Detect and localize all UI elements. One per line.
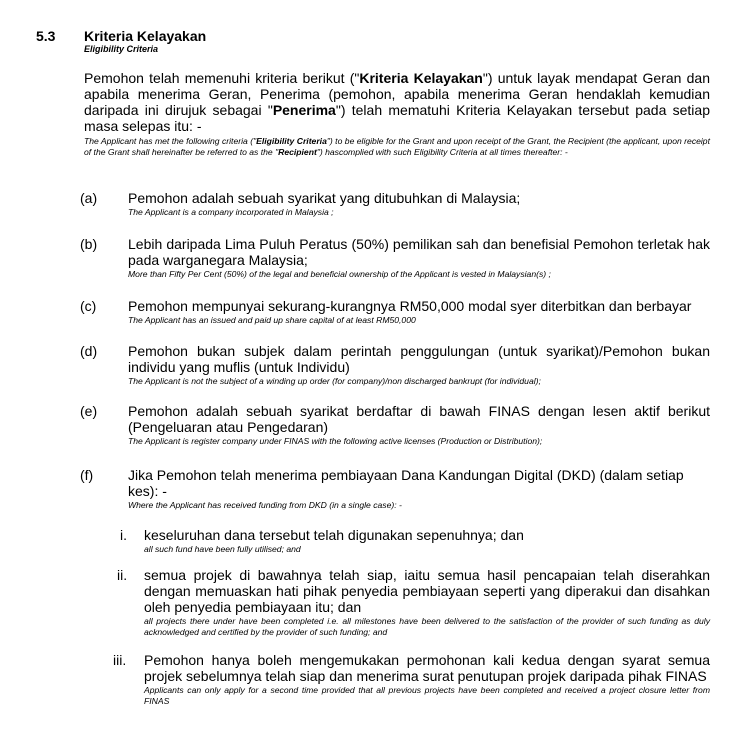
- section-title: Kriteria Kelayakan: [84, 28, 207, 44]
- subitem-malay-text: semua projek di bawahnya telah siap, iaitu semua hasil pencapaian telah diserahkan dengan memuaskan hati pihak penyedia pembiayaan seperti yang diperakui dan disahkan oleh penyedia pembiayaan itu; dan: [144, 567, 710, 615]
- intro-ms-part3: ") telah mematuhi Kriteria Kelayakan tersebut pada setiap masa selepas itu: -: [84, 102, 710, 134]
- item-malay-text: Pemohon bukan subjek dalam perintah penggulungan (untuk syarikat)/Pemohon bukan individu yang muflis (untuk Individu): [128, 343, 710, 375]
- intro-ms-term-recipient: Penerima: [272, 102, 336, 118]
- item-malay-text: Pemohon adalah sebuah syarikat berdaftar di bawah FINAS dengan lesen aktif berikut (Pengeluaran atau Pengedaran): [128, 403, 710, 435]
- intro-en-term-criteria: Eligibility Criteria: [256, 136, 327, 146]
- subitem-label: ii.: [117, 567, 128, 583]
- intro-en-part1: The Applicant has met the following criteria (": [84, 136, 257, 146]
- item-english-text: The Applicant is register company under FINAS with the following active licenses (Production or Distribution);: [128, 436, 543, 446]
- criteria-subitem-iii: [100, 652, 710, 707]
- subitem-english-text: all projects there under have been completed i.e. all milestones have been delivered to the satisfaction of the provider of such funding as duly acknowledged and certified by the provider of such funding; and: [144, 616, 710, 637]
- subitem-english-text: Applicants can only apply for a second time provided that all previous projects have been completed and received a project closure letter from FINAS: [144, 685, 710, 706]
- item-english-text: The Applicant has an issued and paid up share capital of at least RM50,000: [128, 315, 416, 325]
- intro-ms-part1: Pemohon telah memenuhi kriteria berikut (": [84, 70, 360, 86]
- item-malay-text: Pemohon mempunyai sekurang-kurangnya RM50,000 modal syer diterbitkan dan berbayar: [128, 298, 692, 314]
- criteria-item-c: [80, 298, 710, 326]
- criteria-item-b: [80, 236, 710, 280]
- criteria-item-e: [80, 403, 710, 447]
- item-malay-text: Pemohon adalah sebuah syarikat yang ditubuhkan di Malaysia;: [128, 190, 521, 206]
- section-number: 5.3: [36, 28, 56, 44]
- subitem-malay-text: Pemohon hanya boleh mengemukakan permohonan kali kedua dengan syarat semua projek sebelumnya telah siap dan menerima surat penutupan projek daripada pihak FINAS: [144, 652, 710, 684]
- item-label: (d): [80, 343, 98, 359]
- criteria-item-f: [80, 467, 710, 511]
- criteria-subitem-ii: [100, 567, 710, 638]
- subitem-label: iii.: [113, 652, 127, 668]
- item-label: (c): [80, 298, 97, 314]
- item-label: (b): [80, 236, 98, 252]
- intro-paragraph: [84, 70, 710, 158]
- intro-ms-term-criteria: Kriteria Kelayakan: [359, 70, 483, 86]
- item-malay-text: Jika Pemohon telah menerima pembiayaan Dana Kandungan Digital (DKD) (dalam setiap kes): -: [128, 467, 684, 499]
- intro-ms-part2: ") untuk layak mendapat Geran dan apabila menerima Geran, Penerima (pemohon, apabila menerima Geran hendaklah kemudian daripada ini dirujuk sebagai ": [84, 70, 710, 118]
- item-english-text: Where the Applicant has received funding from DKD (in a single case): -: [128, 500, 402, 510]
- item-english-text: The Applicant is a company incorporated in Malaysia ;: [128, 207, 334, 217]
- item-label: (f): [80, 467, 94, 483]
- subitem-english-text: all such fund have been fully utilised; and: [144, 544, 301, 554]
- item-label: (a): [80, 190, 98, 206]
- intro-english-text: [84, 136, 710, 158]
- intro-en-term-recipient: Recipient: [278, 147, 317, 157]
- intro-en-part3: ") hascomplied with such Eligibility Criteria at all times thereafter: -: [316, 147, 568, 157]
- subitem-malay-text: keseluruhan dana tersebut telah digunakan sepenuhnya; dan: [144, 527, 524, 543]
- subitem-label: i.: [120, 527, 127, 543]
- item-english-text: The Applicant is not the subject of a winding up order (for company)/non discharged bankrupt (for individual);: [128, 376, 541, 386]
- intro-en-part2: ") to be eligible for the Grant and upon receipt of the Grant, the Recipient (the applicant, upon receipt of the Grant shall hereinafter be referred to as the ": [84, 136, 710, 157]
- intro-malay-text: [84, 70, 710, 134]
- criteria-subitem-i: [100, 527, 710, 555]
- section-subtitle: Eligibility Criteria: [84, 44, 159, 54]
- item-english-text: More than Fifty Per Cent (50%) of the legal and beneficial ownership of the Applicant is vested in Malaysian(s) ;: [128, 269, 551, 279]
- criteria-item-d: [80, 343, 710, 387]
- item-label: (e): [80, 403, 98, 419]
- criteria-item-a: [80, 190, 710, 218]
- item-malay-text: Lebih daripada Lima Puluh Peratus (50%) pemilikan sah dan benefisial Pemohon terletak hak pada warganegara Malaysia;: [128, 236, 710, 268]
